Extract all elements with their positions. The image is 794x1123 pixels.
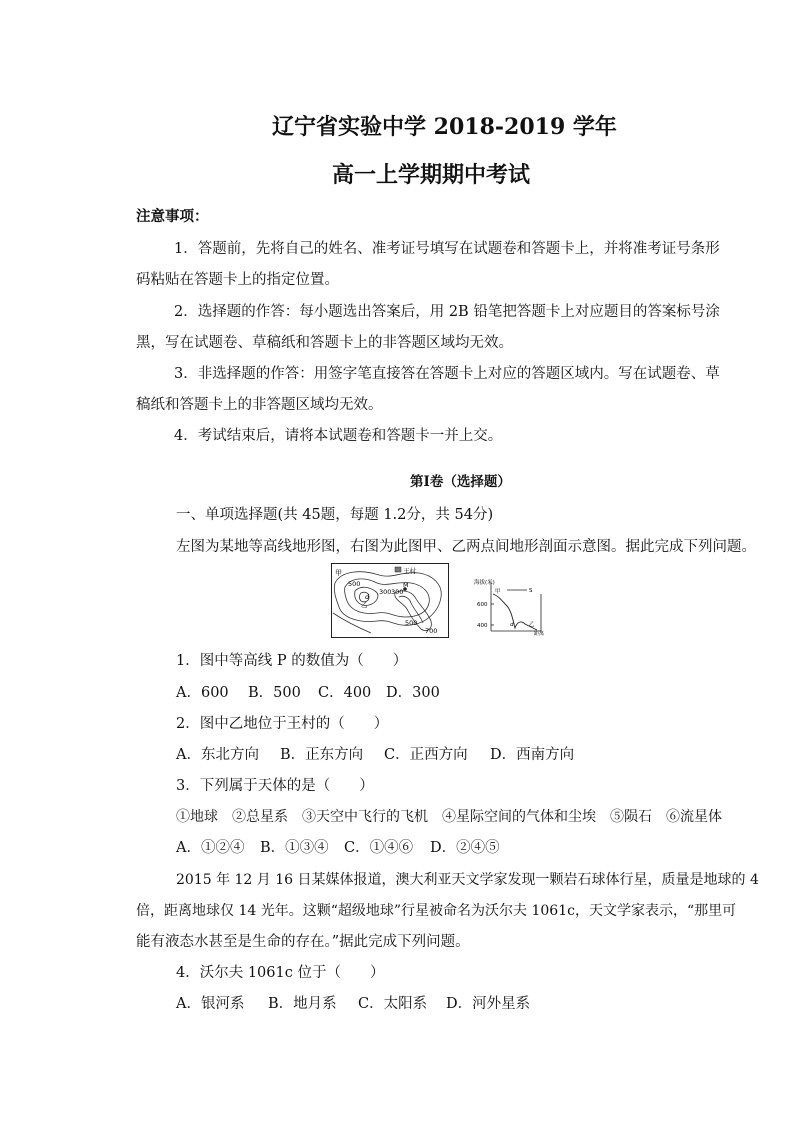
notice-item-1-line-2: 码粘贴在答题卡上的指定位置。 [136,272,339,288]
map-label-m: M [403,581,409,589]
question-4-option-c: C．太阳系 [358,996,428,1012]
question-2-option-d: D．西南方向 [490,747,575,763]
passage-line-3: 能有液态水甚至是生命的存在。”据此完成下列问题。 [136,934,470,950]
profile-label-ylabel: 海拔(米) [474,580,495,586]
contour-map [331,563,449,638]
question-3-option-a: A．①②④ [176,840,245,856]
notice-item-2-line-2: 黑，写在试题卷、草稿纸和答题卡上的非答题区域均无效。 [136,335,513,351]
profile-label-jia: 甲 [495,589,501,595]
map-label-500a: 500 [348,580,361,588]
map-label-d: d [365,593,370,601]
question-2-stem: 2．图中乙地位于王村的（ ） [176,716,389,732]
notice-heading: 注意事项： [136,208,209,225]
profile-label-s: S [529,588,533,594]
question-4-option-d: D．河外星系 [446,996,531,1012]
question-4-stem: 4．沃尔夫 1061c 位于（ ） [176,965,385,981]
question-3-items: ①地球 ②总星系 ③天空中飞行的飞机 ④星际空间的气体和尘埃 ⑤陨石 ⑥流星体 [176,809,722,825]
question-2-option-a: A．东北方向 [176,747,259,763]
profile-label-600: 600 [477,602,488,608]
map-label-500b: 500 [405,619,418,627]
map-label-yi: 乙 [361,601,368,609]
terrain-profile [471,576,546,636]
notice-item-3-line-1: 3．非选择题的作答：用签字笔直接答在答题卡上对应的答题区域内。写在试题卷、草 [174,366,720,382]
section-intro: 左图为某地等高线地形图，右图为此图甲、乙两点间地形剖面示意图。据此完成下列问题。 [176,539,756,555]
profile-label-d: d [510,622,514,628]
notice-item-2-line-1: 2．选择题的作答：每小题选出答案后，用 2B 铅笔把答题卡上对应题目的答案标号涂 [174,304,720,320]
question-4-option-a: A．银河系 [176,996,245,1012]
question-1-option-d: D．300 [386,685,440,701]
question-2-option-b: B．正东方向 [280,747,364,763]
map-label-300b: 300 [391,588,404,596]
notice-item-4: 4．考试结束后，请将本试题卷和答题卡一并上交。 [174,428,503,444]
map-label-300a: 300 [379,588,392,596]
passage-line-1: 2015 年 12 月 16 日某媒体报道，澳大利亚天文学家发现一颗岩石球体行星，质量是地球的 4 [176,872,759,888]
question-4-option-b: B．地月系 [268,996,337,1012]
question-3-option-d: D．②④⑤ [430,840,500,856]
profile-label-400: 400 [477,623,488,629]
profile-label-yi: 乙 [529,622,535,628]
question-1-option-c: C．400 [318,685,372,701]
notice-item-1-line-1: 1．答题前，先将自己的姓名、准考证号填写在试题卷和答题卡上，并将准考证号条形 [174,241,720,257]
map-label-jia: 甲 [335,569,342,577]
profile-label-xlabel: 距离 [534,631,545,636]
exam-subtitle: 高一上学期期中考试 [332,162,531,188]
notice-item-3-line-2: 稿纸和答题卡上的非答题区域均无效。 [136,397,383,413]
question-3-option-c: C．①④⑥ [344,840,414,856]
question-3-stem: 3．下列属于天体的是（ ） [176,778,374,794]
map-label-wangcun: 王村 [403,567,416,575]
question-2-option-c: C．正西方向 [384,747,468,763]
passage-line-2: 倍，距离地球仅 14 光年。这颗“超级地球”行星被命名为沃尔夫 1061c，天文学家表示，“那里可 [136,903,737,919]
question-1-option-b: B．500 [248,685,301,701]
exam-title: 辽宁省实验中学 2018-2019 学年 [272,114,617,140]
section-title: 第Ⅰ卷（选择题） [410,474,511,490]
question-3-option-b: B．①③④ [260,840,329,856]
question-1-option-a: A．600 [176,685,229,701]
map-label-700: 700 [425,627,438,635]
section-part-heading: 一、单项选择题(共 45题，每题 1.2分，共 54分) [176,507,494,523]
question-1-stem: 1．图中等高线 P 的数值为（ ） [176,653,408,669]
